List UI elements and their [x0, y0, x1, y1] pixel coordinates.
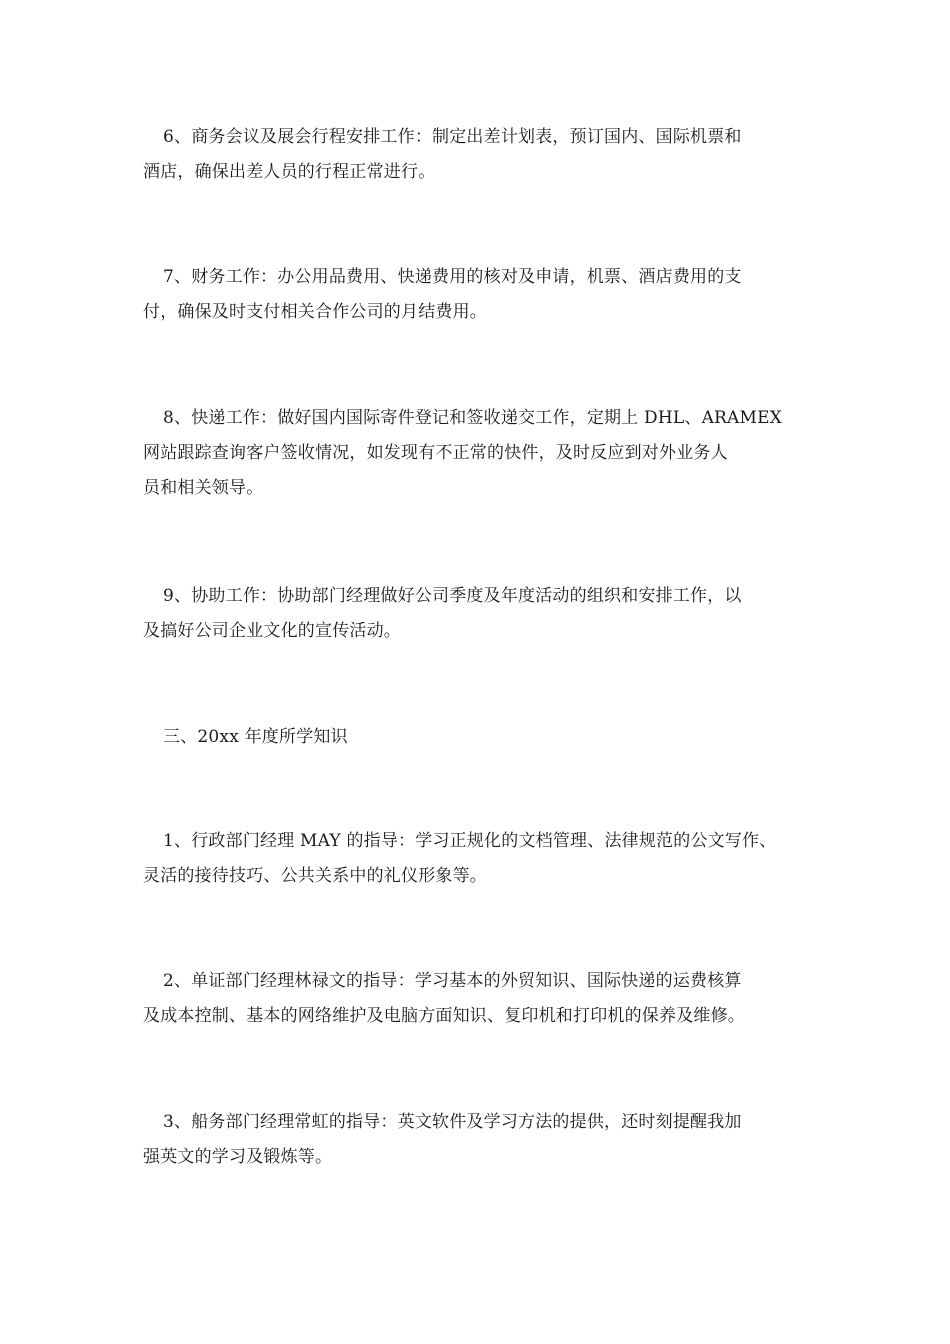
text-line: 6、商务会议及展会行程安排工作：制定出差计划表，预订国内、国际机票和	[163, 127, 742, 147]
text-line: 2、单证部门经理林禄文的指导：学习基本的外贸知识、国际快递的运费核算	[163, 971, 742, 991]
paragraph-item-8	[143, 401, 818, 506]
section-heading-3	[143, 720, 818, 755]
text-line: 1、行政部门经理 MAY 的指导：学习正规化的文档管理、法律规范的公文写作、	[163, 831, 777, 851]
text-line: 及成本控制、基本的网络维护及电脑方面知识、复印机和打印机的保养及维修。	[143, 1006, 745, 1026]
text-line: 网站跟踪查询客户签收情况，如发现有不正常的快件，及时反应到对外业务人	[143, 443, 728, 463]
text-line: 强英文的学习及锻炼等。	[143, 1147, 333, 1167]
paragraph-item-3	[143, 1105, 818, 1175]
text-line: 8、快递工作：做好国内国际寄件登记和签收递交工作，定期上 DHL、ARAMEX	[163, 408, 783, 428]
text-line: 3、船务部门经理常虹的指导：英文软件及学习方法的提供，还时刻提醒我加	[163, 1112, 742, 1132]
text-line: 员和相关领导。	[143, 478, 264, 498]
text-line: 付，确保及时支付相关合作公司的月结费用。	[143, 302, 487, 322]
paragraph-item-9	[143, 579, 818, 649]
paragraph-item-7	[143, 260, 818, 330]
heading-text: 三、20xx 年度所学知识	[163, 727, 348, 747]
text-line: 酒店，确保出差人员的行程正常进行。	[143, 162, 436, 182]
text-line: 灵活的接待技巧、公共关系中的礼仪形象等。	[143, 866, 487, 886]
text-line: 及搞好公司企业文化的宣传活动。	[143, 621, 401, 641]
text-line: 9、协助工作：协助部门经理做好公司季度及年度活动的组织和安排工作，以	[163, 586, 742, 606]
paragraph-item-2	[143, 964, 818, 1034]
paragraph-item-6	[143, 120, 818, 190]
paragraph-item-1	[143, 824, 818, 894]
text-line: 7、财务工作：办公用品费用、快递费用的核对及申请，机票、酒店费用的支	[163, 267, 742, 287]
